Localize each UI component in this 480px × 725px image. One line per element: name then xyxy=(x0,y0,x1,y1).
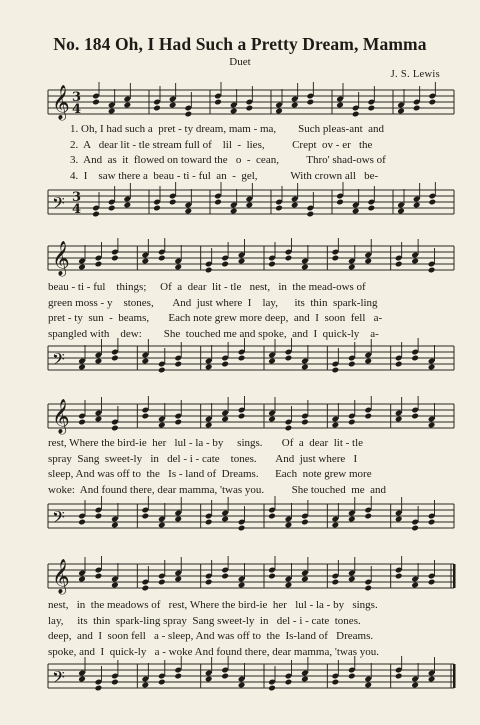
note-head xyxy=(153,105,161,112)
note-head xyxy=(395,416,403,423)
note-head xyxy=(348,673,356,680)
note-head xyxy=(95,513,103,520)
lyrics-block-4 xyxy=(48,598,453,660)
note-head xyxy=(153,205,161,212)
note-head xyxy=(214,99,222,106)
treble-clef-icon: 𝄞 xyxy=(52,399,70,434)
note-head xyxy=(268,685,276,692)
note-head xyxy=(285,522,293,529)
bass-staff-2 xyxy=(40,338,460,380)
lyric-verse-4: spoke, and I quick-ly a - woke And found there, dear mamma, 'twas you. xyxy=(48,645,379,658)
note-head xyxy=(348,516,356,523)
note-head xyxy=(348,361,356,368)
note-head xyxy=(174,419,182,426)
lyric-verse-3: sleep, And was off to the Is - land of Dreams. Each note grew more xyxy=(48,468,372,481)
note-head xyxy=(95,416,103,423)
note-head xyxy=(332,679,340,686)
note-head xyxy=(221,573,229,580)
note-head xyxy=(364,682,372,689)
note-head xyxy=(332,367,340,374)
lyric-verse-2: 2. A dear lit - tle stream full of lil - lies, Crept ov - er the xyxy=(70,138,373,151)
hymn-title: No. 184 Oh, I Had Such a Pretty Dream, Mamma xyxy=(53,34,427,54)
note-head xyxy=(142,413,150,420)
bass-clef-icon: 𝄢 xyxy=(52,193,65,217)
note-head xyxy=(169,199,177,206)
note-head xyxy=(221,516,229,523)
note-head xyxy=(411,682,419,689)
note-head xyxy=(205,267,213,274)
note-head xyxy=(285,255,293,262)
note-head xyxy=(230,208,238,215)
note-head xyxy=(174,361,182,368)
note-head xyxy=(95,261,103,268)
note-head xyxy=(158,367,166,374)
note-head xyxy=(275,205,283,212)
note-head xyxy=(428,579,436,586)
note-head xyxy=(158,679,166,686)
bass-clef-icon: 𝄢 xyxy=(52,349,65,373)
note-head xyxy=(413,105,421,112)
note-head xyxy=(411,355,419,362)
note-head xyxy=(428,676,436,683)
bass-clef-icon: 𝄢 xyxy=(52,667,65,691)
note-head xyxy=(428,267,436,274)
note-head xyxy=(238,413,246,420)
note-head xyxy=(348,576,356,583)
note-head xyxy=(246,105,254,112)
note-head xyxy=(221,361,229,368)
lyric-verse-1: beau - ti - ful things; Of a dear lit - tle nest, in the mead-ows of xyxy=(48,281,366,293)
note-head xyxy=(364,358,372,365)
note-head xyxy=(411,582,419,589)
note-head xyxy=(78,364,86,371)
note-head xyxy=(411,525,419,532)
note-head xyxy=(395,261,403,268)
lyric-verse-1: 1. Oh, I had such a pret - ty dream, mam - ma, Such pleas-ant and xyxy=(70,123,385,135)
note-head xyxy=(111,355,119,362)
lyric-verse-2: spray Sang sweet-ly in del - i - cate tones. And just where I xyxy=(48,452,358,465)
note-head xyxy=(301,519,309,526)
note-head xyxy=(238,258,246,265)
time-signature-top: 3 xyxy=(72,190,82,205)
note-head xyxy=(395,573,403,580)
note-head xyxy=(158,255,166,262)
note-head xyxy=(268,513,276,520)
treble-clef-icon: 𝄞 xyxy=(52,85,70,120)
treble-staff-4 xyxy=(40,556,460,602)
note-head xyxy=(246,202,254,209)
note-head xyxy=(397,108,405,115)
note-head xyxy=(78,676,86,683)
note-head xyxy=(301,364,309,371)
note-head xyxy=(111,522,119,529)
note-head xyxy=(230,108,238,115)
lyric-verse-2: green moss - y stones, And just where I lay, its thin spark-ling xyxy=(48,296,378,309)
note-head xyxy=(205,422,213,429)
bass-staff-1 xyxy=(40,182,460,224)
note-head xyxy=(205,364,213,371)
note-head xyxy=(205,579,213,586)
note-head xyxy=(221,673,229,680)
note-head xyxy=(238,355,246,362)
note-head xyxy=(301,576,309,583)
note-head xyxy=(142,358,150,365)
note-head xyxy=(364,585,372,592)
note-head xyxy=(142,682,150,689)
lyric-verse-1: nest, in the meadows of rest, Where the bird-ie her lul - la - by sings. xyxy=(48,599,378,611)
note-head xyxy=(336,199,344,206)
lyrics-block-1 xyxy=(70,122,450,184)
note-head xyxy=(348,264,356,271)
note-head xyxy=(124,202,132,209)
note-head xyxy=(214,199,222,206)
note-head xyxy=(395,673,403,680)
note-head xyxy=(428,519,436,526)
note-head xyxy=(238,525,246,532)
note-head xyxy=(268,416,276,423)
note-head xyxy=(92,99,100,106)
note-head xyxy=(174,264,182,271)
note-head xyxy=(108,205,116,212)
note-head xyxy=(291,102,299,109)
note-head xyxy=(285,355,293,362)
treble-clef-icon: 𝄞 xyxy=(52,241,70,276)
lyric-verse-2: lay, its thin spark-ling spray Sang sweet-ly in del - i - cate tones. xyxy=(48,614,361,627)
note-head xyxy=(92,211,100,218)
note-head xyxy=(301,264,309,271)
note-head xyxy=(78,419,86,426)
final-barline-thick xyxy=(453,564,456,588)
note-head xyxy=(285,425,293,432)
note-head xyxy=(332,255,340,262)
note-head xyxy=(428,364,436,371)
note-head xyxy=(397,208,405,215)
note-head xyxy=(174,673,182,680)
note-head xyxy=(185,111,193,118)
lyric-verse-4: 4. I saw there a beau - ti - ful an - gel, With crown all be- xyxy=(70,169,379,182)
note-head xyxy=(285,582,293,589)
lyric-verse-3: 3. And as it flowed on toward the o - cean, Thro' shad-ows of xyxy=(70,154,386,167)
note-head xyxy=(268,573,276,580)
note-head xyxy=(142,585,150,592)
note-head xyxy=(158,522,166,529)
note-head xyxy=(307,211,315,218)
music-system-3 xyxy=(40,396,460,536)
note-head xyxy=(111,255,119,262)
note-head xyxy=(108,108,116,115)
note-head xyxy=(364,513,372,520)
note-head xyxy=(174,576,182,583)
note-head xyxy=(185,208,193,215)
music-system-1 xyxy=(40,82,460,222)
note-head xyxy=(364,258,372,265)
note-head xyxy=(395,516,403,523)
note-head xyxy=(78,519,86,526)
note-head xyxy=(78,264,86,271)
lyrics-block-2 xyxy=(48,280,453,342)
note-head xyxy=(238,582,246,589)
note-head xyxy=(307,99,315,106)
time-signature-bottom: 4 xyxy=(72,102,82,117)
note-head xyxy=(348,419,356,426)
note-head xyxy=(413,202,421,209)
subtitle-duet: Duet xyxy=(229,56,251,68)
note-head xyxy=(368,205,376,212)
note-head xyxy=(429,99,437,106)
note-head xyxy=(428,422,436,429)
lyric-verse-3: pret - ty sun - beams, Each note grew more deep, and I soon fell a- xyxy=(48,312,383,325)
final-barline-thick xyxy=(453,664,456,688)
note-head xyxy=(142,258,150,265)
note-head xyxy=(332,522,340,529)
treble-staff-2 xyxy=(40,238,460,284)
note-head xyxy=(268,358,276,365)
music-system-2 xyxy=(40,238,460,378)
bass-clef-icon: 𝄢 xyxy=(52,507,65,531)
time-signature-bottom: 4 xyxy=(72,202,82,217)
note-head xyxy=(111,679,119,686)
note-head xyxy=(352,208,360,215)
note-head xyxy=(395,361,403,368)
note-head xyxy=(142,513,150,520)
note-head xyxy=(174,516,182,523)
music-system-4 xyxy=(40,556,460,696)
note-head xyxy=(124,102,132,109)
note-head xyxy=(301,419,309,426)
note-head xyxy=(364,413,372,420)
bass-staff-3 xyxy=(40,496,460,538)
composer-credit: J. S. Lewis xyxy=(390,69,440,80)
note-head xyxy=(221,261,229,268)
note-head xyxy=(78,576,86,583)
note-head xyxy=(221,416,229,423)
note-head xyxy=(429,199,437,206)
note-head xyxy=(352,111,360,118)
note-head xyxy=(332,422,340,429)
lyric-verse-4: spangled with dew: She touched me and spoke, and I quick-ly a- xyxy=(48,327,379,340)
note-head xyxy=(95,573,103,580)
note-head xyxy=(291,202,299,209)
note-head xyxy=(205,519,213,526)
note-head xyxy=(285,679,293,686)
note-head xyxy=(332,579,340,586)
note-head xyxy=(411,258,419,265)
note-head xyxy=(238,682,246,689)
lyrics-block-3 xyxy=(48,436,453,498)
note-head xyxy=(411,413,419,420)
note-head xyxy=(111,582,119,589)
note-head xyxy=(95,358,103,365)
note-head xyxy=(95,685,103,692)
lyric-verse-3: deep, and I soon fell a - sleep, And was off to the Is-land of Dreams. xyxy=(48,630,374,643)
note-head xyxy=(158,579,166,586)
note-head xyxy=(368,105,376,112)
note-head xyxy=(205,676,213,683)
note-head xyxy=(275,108,283,115)
bass-staff-4 xyxy=(40,656,460,698)
time-signature-top: 3 xyxy=(72,90,82,105)
lyric-verse-1: rest, Where the bird-ie her lul - la - by sings. Of a dear lit - tle xyxy=(48,437,364,449)
note-head xyxy=(111,425,119,432)
note-head xyxy=(158,422,166,429)
note-head xyxy=(268,261,276,268)
treble-clef-icon: 𝄞 xyxy=(52,559,70,594)
lyric-verse-4: woke: And found there, dear mamma, 'twas you. She touched me and xyxy=(48,483,387,496)
note-head xyxy=(336,102,344,109)
note-head xyxy=(301,676,309,683)
note-head xyxy=(169,102,177,109)
